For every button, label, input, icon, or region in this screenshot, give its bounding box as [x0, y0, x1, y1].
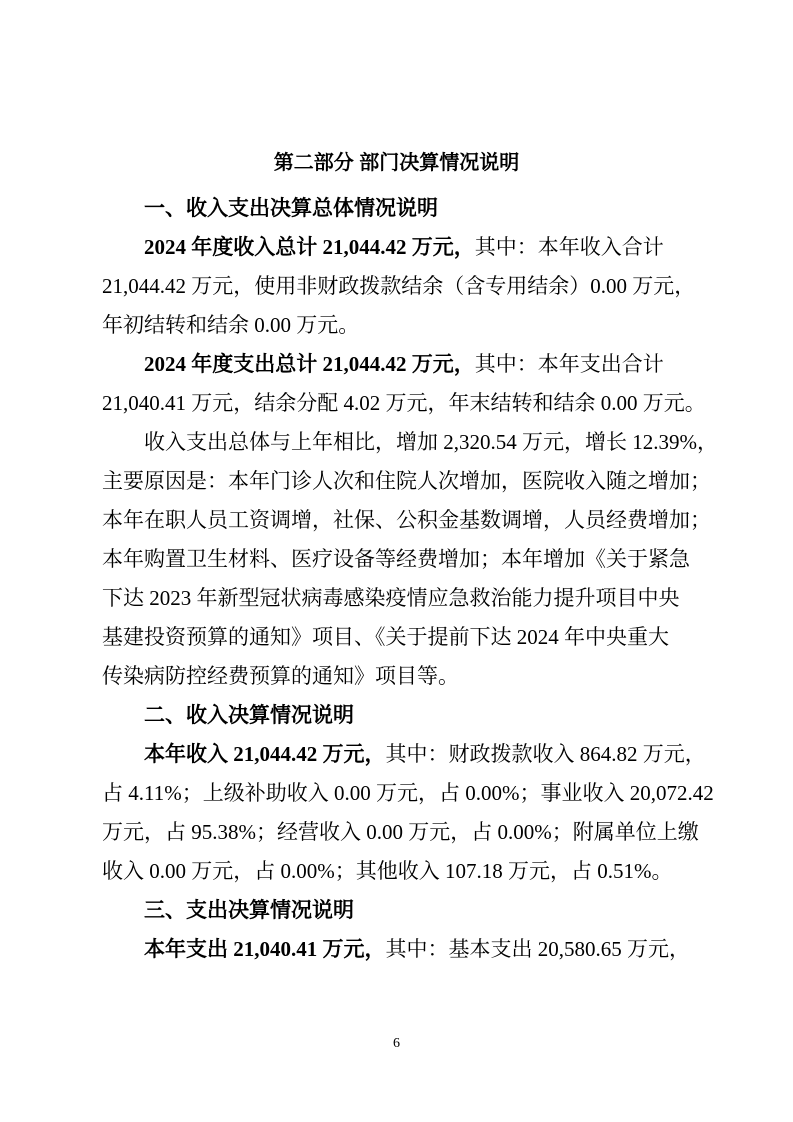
text-line: 本年在职人员工资调增，社保、公积金基数调增，人员经费增加；	[102, 508, 711, 532]
text-line: 收入支出总体与上年相比，增加 2,320.54 万元，增长 12.39%，	[144, 430, 718, 454]
text-line	[102, 345, 698, 384]
page-number: 6	[393, 1036, 400, 1051]
document-title: 第二部分 部门决算情况说明	[273, 152, 520, 174]
body-text: 其中：财政拨款收入 864.82 万元，	[385, 742, 706, 766]
body-text: 其中：本年支出合计	[474, 352, 664, 376]
text-line	[102, 735, 706, 774]
text-line: 21,044.42 万元，使用非财政拨款结余（含专用结余）0.00 万元，	[102, 274, 696, 298]
text-line: 下达 2023 年新型冠状病毒感染疫情应急救治能力提升项目中央	[102, 586, 680, 610]
text-line: 占 4.11%；上级补助收入 0.00 万元，占 0.00%；事业收入 20,072.42	[102, 781, 714, 805]
text-line	[102, 228, 698, 267]
bold-lead-text: 2024 年度支出总计 21,044.42 万元，	[144, 352, 475, 376]
document-body	[102, 189, 718, 969]
bold-lead-text: 本年收入 21,044.42 万元，	[144, 742, 386, 766]
text-line: 21,040.41 万元，结余分配 4.02 万元，年末结转和结余 0.00 万元。	[102, 391, 706, 415]
text-line: 传染病防控经费预算的通知》项目等。	[102, 664, 459, 688]
text-line: 主要原因是：本年门诊人次和住院人次增加，医院收入随之增加；	[102, 469, 711, 493]
text-line: 本年购置卫生材料、医疗设备等经费增加；本年增加《关于紧急	[102, 547, 690, 571]
text-line: 年初结转和结余 0.00 万元。	[102, 313, 360, 337]
text-line: 基建投资预算的通知》项目、《关于提前下达 2024 年中央重大	[102, 625, 669, 649]
section-heading-3: 三、支出决算情况说明	[144, 899, 354, 922]
bold-lead-text: 2024 年度收入总计 21,044.42 万元，	[144, 235, 475, 259]
text-line: 收入 0.00 万元，占 0.00%；其他收入 107.18 万元，占 0.51%。	[102, 859, 673, 883]
section-heading-2: 二、收入决算情况说明	[144, 704, 354, 727]
bold-lead-text: 本年支出 21,040.41 万元，	[144, 937, 386, 961]
section-heading-1: 一、收入支出决算总体情况说明	[144, 197, 438, 220]
body-text: 其中：基本支出 20,580.65 万元，	[385, 937, 690, 961]
text-line: 万元，占 95.38%；经营收入 0.00 万元，占 0.00%；附属单位上缴	[102, 820, 699, 844]
text-line	[102, 930, 698, 969]
body-text: 其中：本年收入合计	[474, 235, 664, 259]
